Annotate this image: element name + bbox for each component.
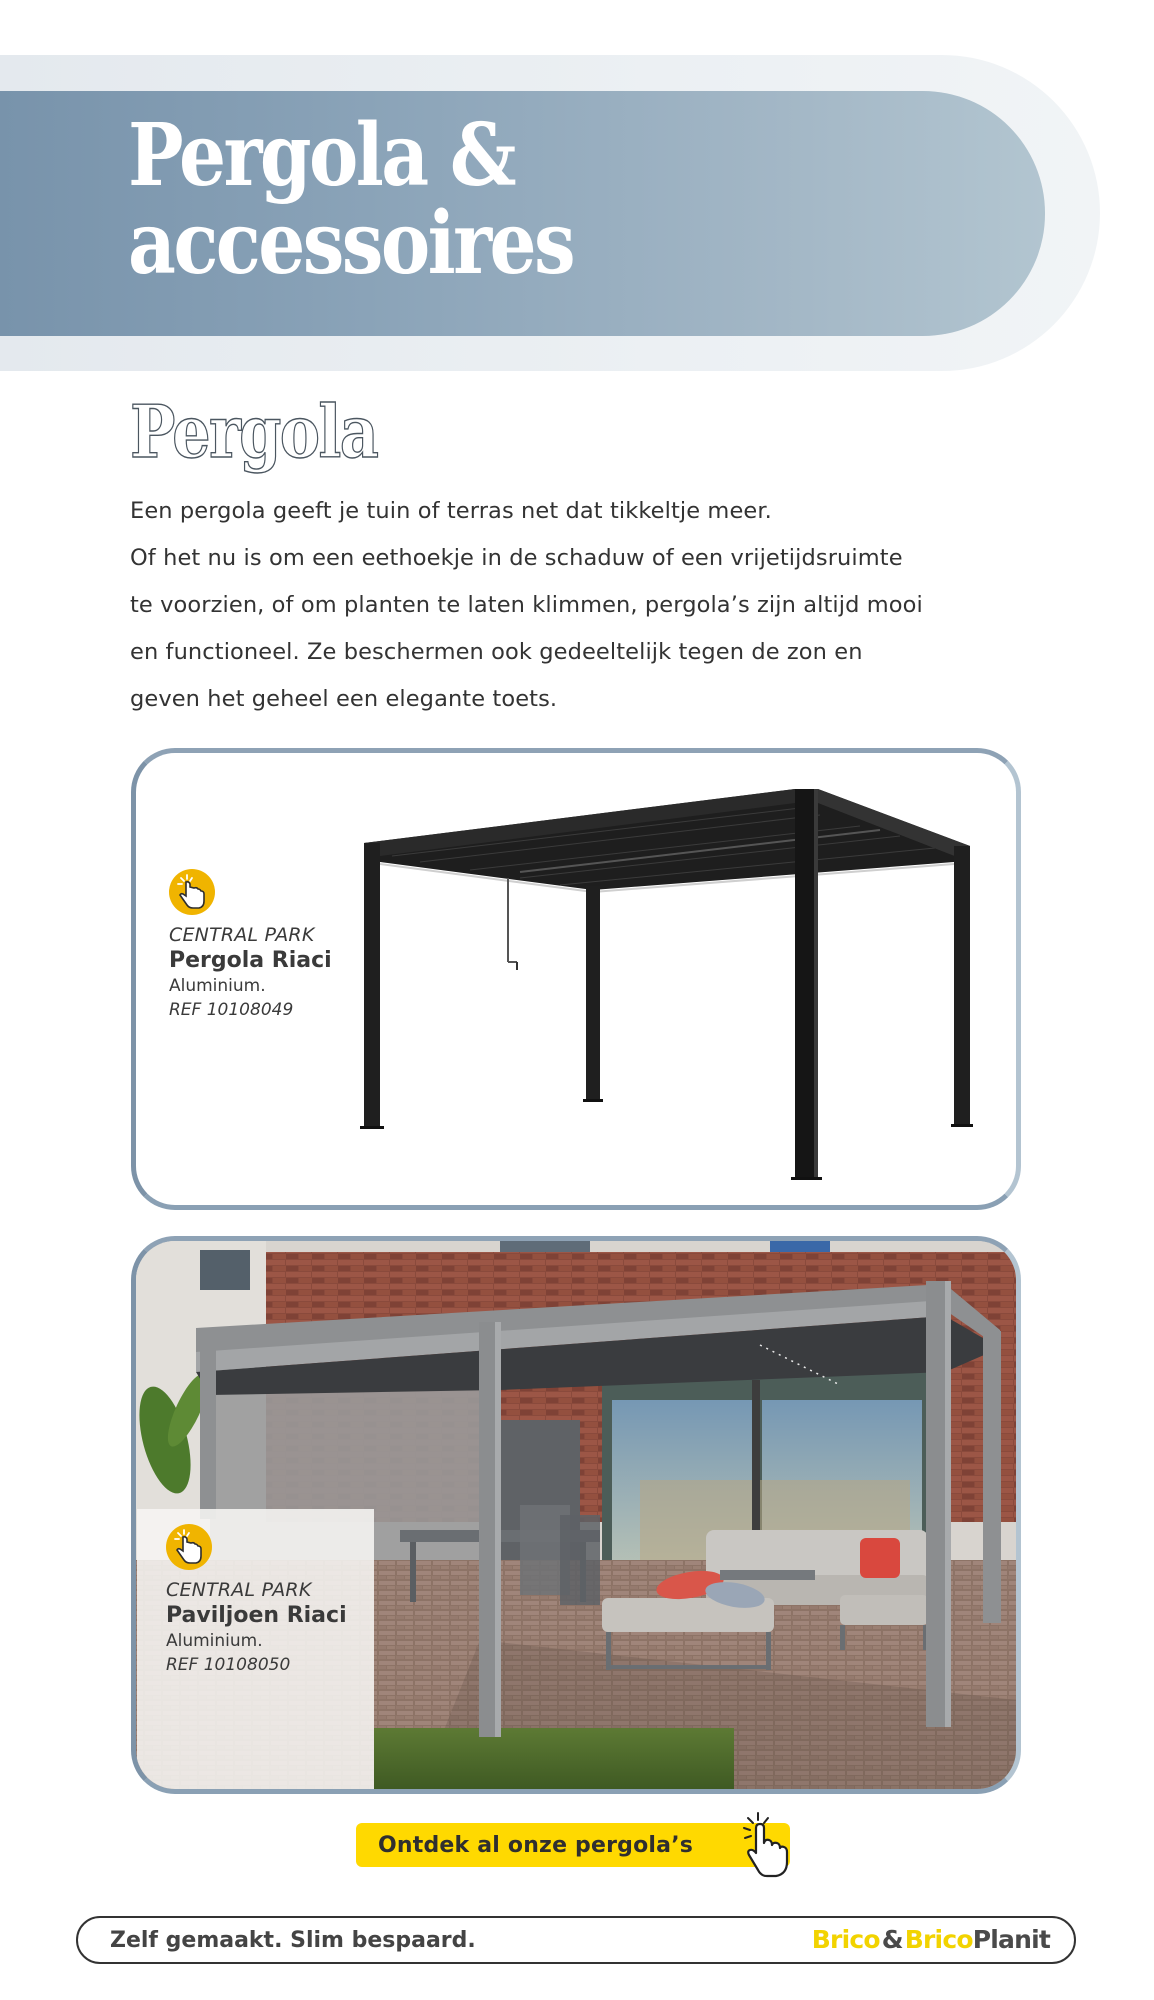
product-ref: REF 10108050	[166, 1655, 291, 1675]
tap-hand-icon[interactable]	[166, 1524, 212, 1570]
product-brand: CENTRAL PARK	[169, 924, 315, 946]
intro-line: Of het nu is om een eethoekje in de schaduw of een vrijetijdsruimte	[130, 545, 903, 571]
intro-line: Een pergola geeft je tuin of terras net dat tikkeltje meer.	[130, 498, 772, 524]
product-material: Aluminium.	[169, 976, 266, 996]
logo-brico-2: Brico	[904, 1925, 973, 1954]
product-card-pergola-riaci[interactable]	[131, 748, 1021, 1210]
logo-brico: Brico	[811, 1925, 880, 1954]
discover-pergolas-button[interactable]	[356, 1823, 790, 1867]
brico-logo[interactable]	[812, 1925, 1050, 1955]
logo-ampersand: &	[881, 1925, 903, 1954]
intro-line: geven het geheel een elegante toets.	[130, 686, 558, 712]
product-brand: CENTRAL PARK	[166, 1579, 312, 1601]
product-material: Aluminium.	[166, 1631, 263, 1651]
logo-planit: Planit	[972, 1925, 1050, 1954]
intro-line: en functioneel. Ze beschermen ook gedeeltelijk tegen de zon en	[130, 639, 863, 665]
product-info	[169, 869, 332, 1023]
intro-paragraph	[130, 488, 1050, 723]
slogan: Zelf gemaakt. Slim bespaard.	[110, 1928, 476, 1953]
product-name[interactable]: Paviljoen Riaci	[166, 1603, 347, 1628]
product-card-paviljoen-riaci[interactable]	[131, 1236, 1021, 1794]
footer-bar	[76, 1916, 1076, 1964]
page-title-line-2: accessoires	[128, 193, 574, 294]
page-title	[128, 105, 574, 294]
page-title-line-1: Pergola &	[128, 105, 515, 206]
product-info	[166, 1524, 347, 1678]
tap-hand-icon[interactable]	[169, 869, 215, 915]
product-ref: REF 10108049	[169, 1000, 294, 1020]
section-title: Pergola	[130, 389, 378, 474]
product-name[interactable]: Pergola Riaci	[169, 948, 332, 973]
pointer-hand-icon[interactable]	[736, 1810, 796, 1880]
intro-line: te voorzien, of om planten te laten klimmen, pergola’s zijn altijd mooi	[130, 592, 923, 618]
discover-pergolas-label: Ontdek al onze pergola’s	[378, 1832, 694, 1858]
